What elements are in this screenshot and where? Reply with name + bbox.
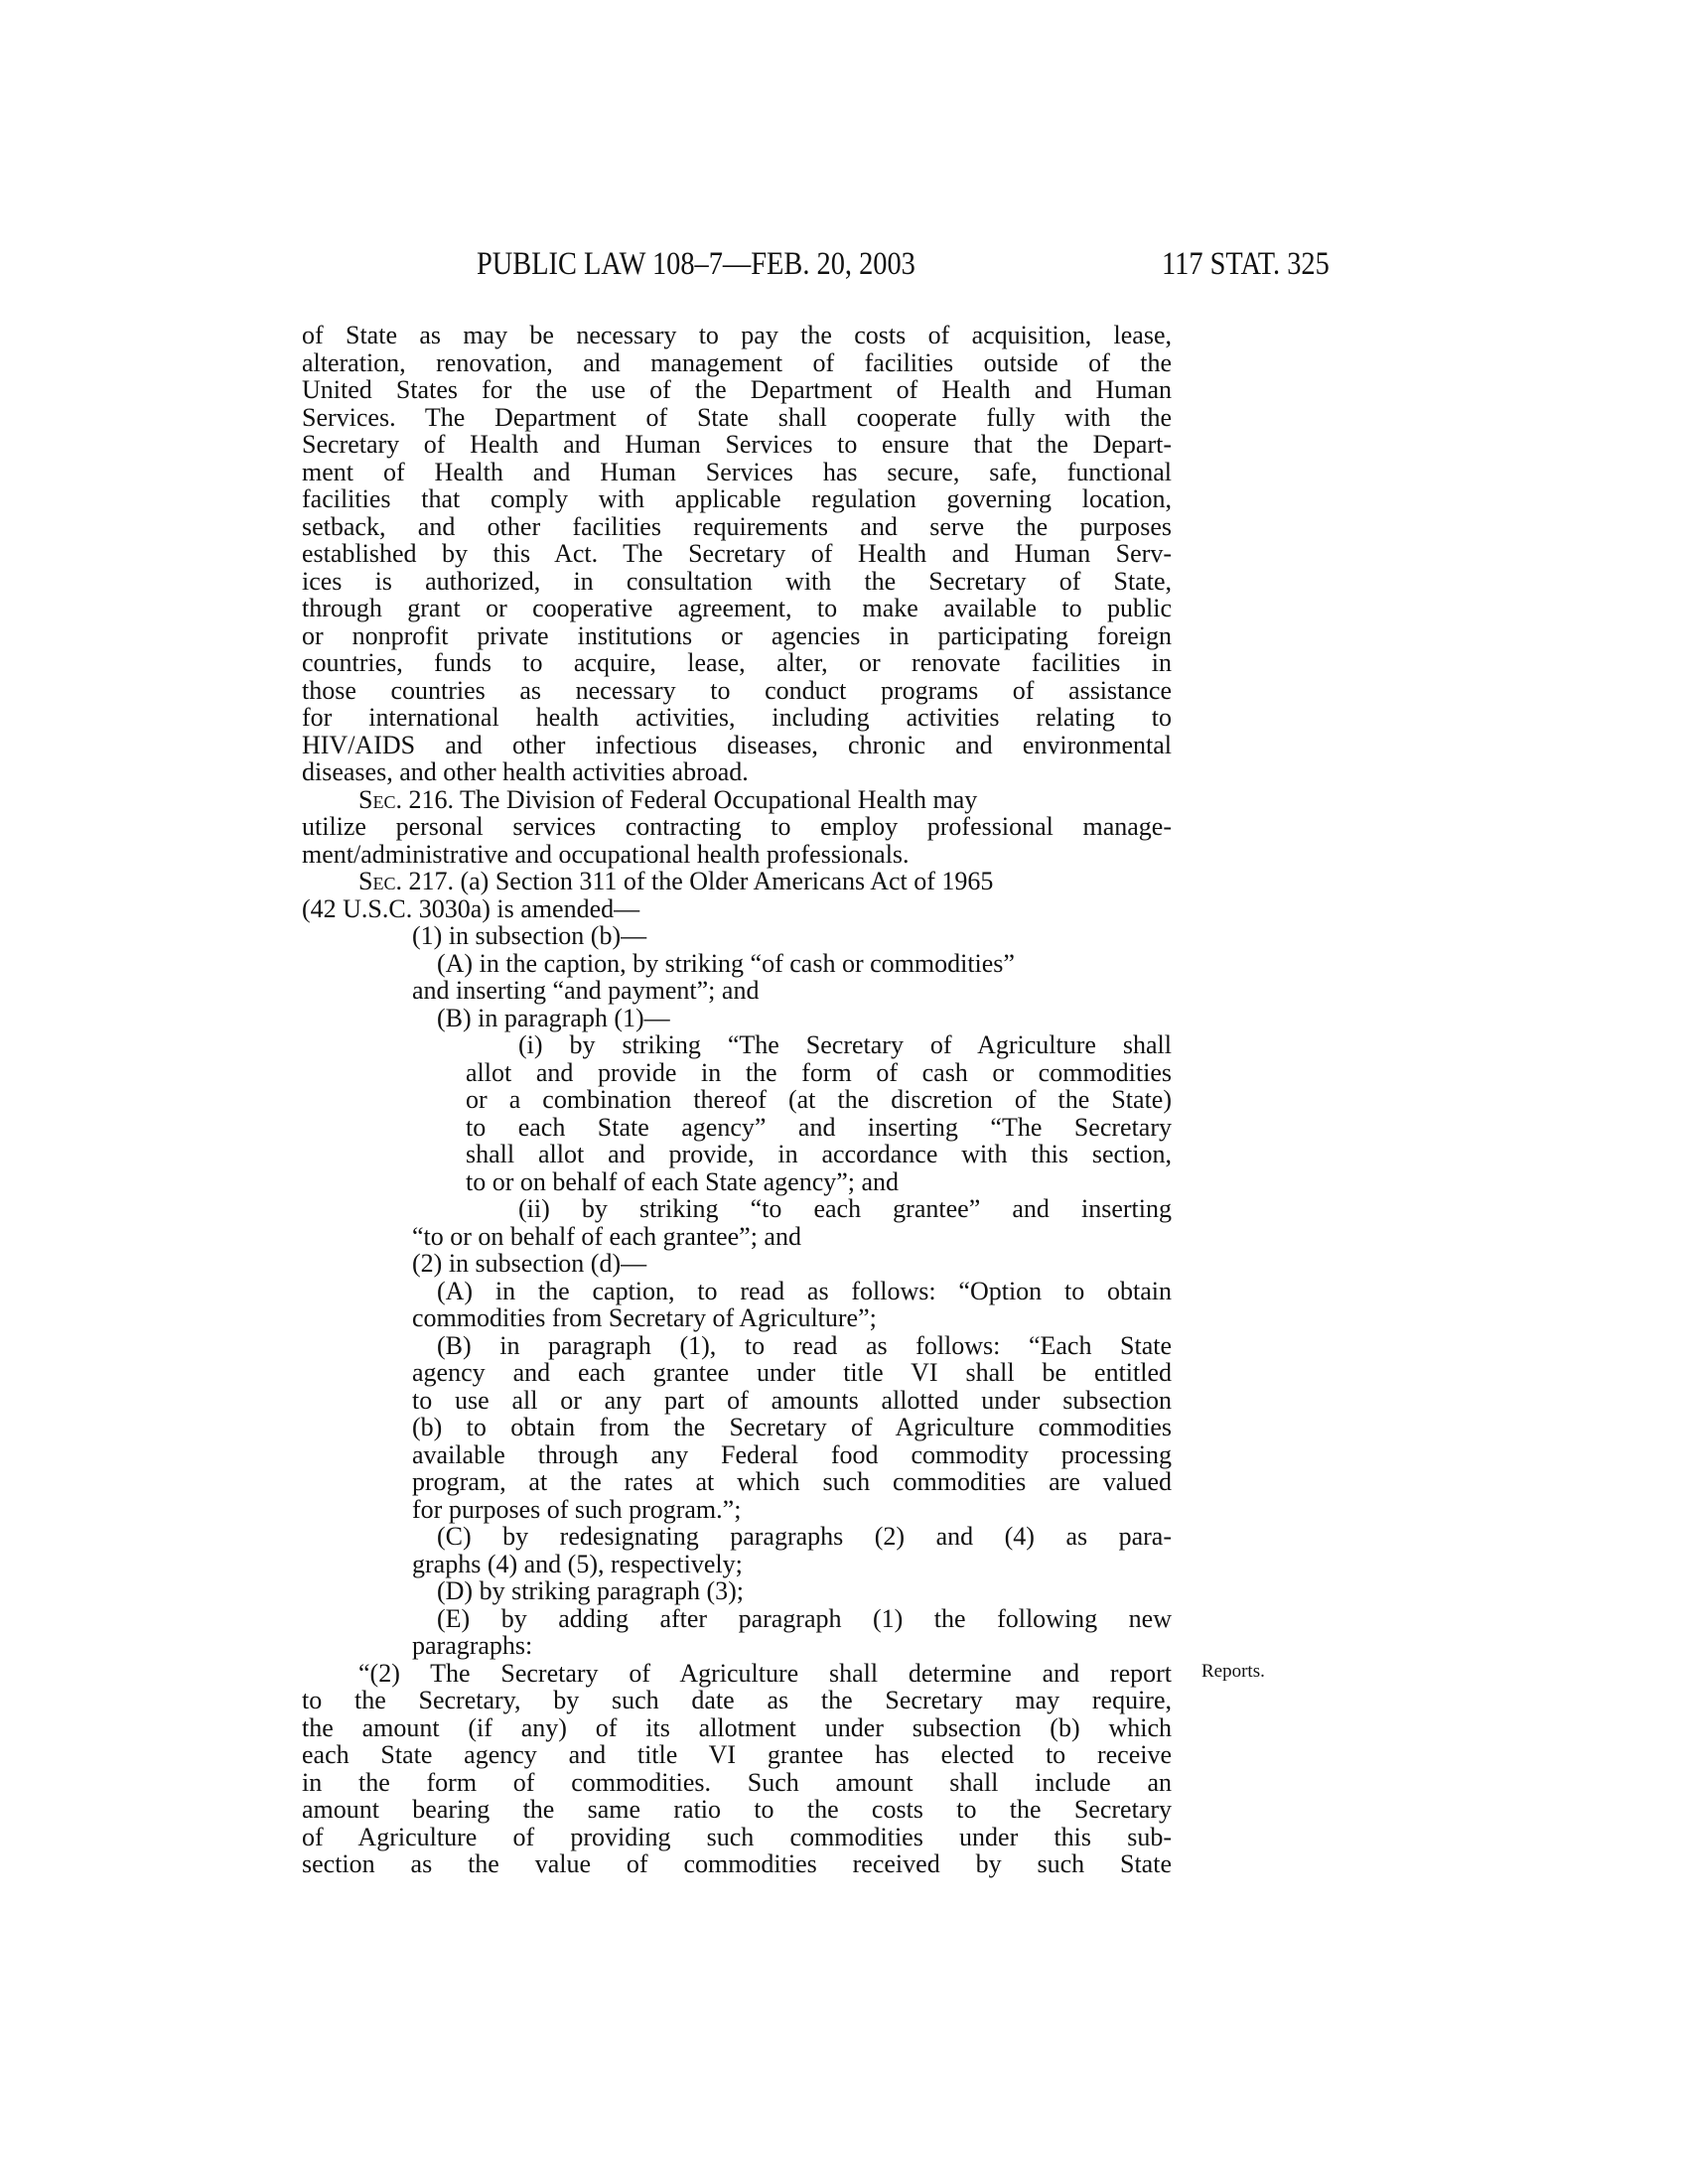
text-line: (A) in the caption, to read as follows: “Option to obtain — [437, 1276, 1172, 1305]
text-line: graphs (4) and (5), respectively; — [412, 1549, 743, 1578]
margin-note-reports: Reports. — [1201, 1661, 1265, 1682]
text-line: 216. The Division of Federal Occupational Health may — [408, 784, 978, 814]
text-line: of State as may be necessary to pay the costs of acquisition, lease, — [302, 321, 1172, 349]
text-line: (42 U.S.C. 3030a) is amended— — [302, 893, 640, 923]
text-line: available through any Federal food commodity processing — [412, 1439, 1172, 1469]
text-line: ment/administrative and occupational health professionals. — [302, 839, 910, 869]
text-line: or nonprofit private institutions or agencies in participating foreign — [302, 620, 1172, 650]
text-line: ices is authorized, in consultation with the Secretary of State, — [302, 566, 1172, 596]
text-line: (B) in paragraph (1)— — [437, 1003, 670, 1032]
text-line: for purposes of such program.”; — [412, 1494, 742, 1524]
text-line: United States for the use of the Department of Health and Human — [302, 375, 1172, 404]
text-line: program, at the rates at which such commodities are valued — [412, 1467, 1172, 1496]
text-line: (E) by adding after paragraph (1) the following new — [437, 1603, 1172, 1633]
text-line: “to or on behalf of each grantee”; and — [412, 1221, 801, 1251]
text-line: (B) in paragraph (1), to read as follows: “Each State — [437, 1330, 1172, 1360]
text-line: each State agency and title VI grantee has elected to receive — [302, 1740, 1172, 1769]
text-line: to the Secretary, by such date as the Secretary may require, — [302, 1686, 1172, 1714]
text-line: to each State agency” and inserting “The Secretary — [466, 1112, 1172, 1142]
text-line: countries, funds to acquire, lease, alter, or renovate facilities in — [302, 648, 1172, 677]
text-line: those countries as necessary to conduct programs of assistance — [302, 675, 1172, 705]
text-line: HIV/AIDS and other infectious diseases, chronic and environmental — [302, 730, 1172, 759]
text-line: and inserting “and payment”; and — [412, 976, 760, 1005]
text-line: utilize personal services contracting to employ professional manage- — [302, 812, 1172, 841]
running-header-title: PUBLIC LAW 108–7—FEB. 20, 2003 — [477, 246, 915, 282]
text-line: established by this Act. The Secretary of Health and Human Serv- — [302, 539, 1172, 568]
text-line: alteration, renovation, and management of facilities outside of the — [302, 347, 1172, 377]
text-line: in the form of commodities. Such amount shall include an — [302, 1767, 1172, 1797]
text-line: the amount (if any) of its allotment under subsection (b) which — [302, 1712, 1172, 1742]
text-line: section as the value of commodities received by such State — [302, 1849, 1172, 1878]
document-body — [302, 322, 1172, 1878]
text-line: shall allot and provide, in accordance with this section, — [466, 1140, 1172, 1168]
text-line: commodities from Secretary of Agriculture”; — [412, 1303, 877, 1332]
text-line: (1) in subsection (b)— — [412, 921, 647, 950]
text-line: ment of Health and Human Services has secure, safe, functional — [302, 457, 1172, 486]
text-line: (D) by striking paragraph (3); — [437, 1576, 745, 1605]
text-line: 217. (a) Section 311 of the Older Americans Act of 1965 — [408, 867, 994, 895]
text-line: (A) in the caption, by striking “of cash or commodities” — [437, 948, 1015, 978]
text-line: diseases, and other health activities abroad. — [302, 757, 749, 786]
sec-label: Sec. — [358, 784, 402, 814]
text-line: (ii) by striking “to each grantee” and inserting — [518, 1194, 1172, 1223]
text-line: amount bearing the same ratio to the costs to the Secretary — [302, 1795, 1172, 1824]
section-216-line — [302, 786, 1172, 814]
text-line: Secretary of Health and Human Services to ensure that the Depart- — [302, 430, 1172, 459]
text-line: (2) in subsection (d)— — [412, 1249, 647, 1278]
text-line: or a combination thereof (at the discretion of the State) — [466, 1085, 1172, 1114]
text-line: allot and provide in the form of cash or commodities — [466, 1057, 1172, 1087]
section-217-line — [302, 868, 1172, 895]
text-line: paragraphs: — [412, 1631, 533, 1660]
text-line: of Agriculture of providing such commodities under this sub- — [302, 1822, 1172, 1851]
text-line: to use all or any part of amounts allotted under subsection — [412, 1385, 1172, 1415]
text-line: (b) to obtain from the Secretary of Agriculture commodities — [412, 1413, 1172, 1441]
text-line: Services. The Department of State shall cooperate fully with the — [302, 402, 1172, 432]
text-line: facilities that comply with applicable regulation governing location, — [302, 484, 1172, 513]
text-line: through grant or cooperative agreement, to make available to public — [302, 594, 1172, 622]
sec-label: Sec. — [358, 867, 402, 895]
text-line: to or on behalf of each State agency”; and — [466, 1166, 900, 1196]
page-number: 117 STAT. 325 — [1162, 246, 1330, 282]
text-line: “(2) The Secretary of Agriculture shall determine and report — [358, 1658, 1172, 1688]
text-line: setback, and other facilities requirements and serve the purposes — [302, 511, 1172, 541]
text-line: for international health activities, including activities relating to — [302, 703, 1172, 732]
text-line: (C) by redesignating paragraphs (2) and (4) as para- — [437, 1522, 1172, 1551]
text-line: agency and each grantee under title VI shall be entitled — [412, 1358, 1172, 1387]
text-line: (i) by striking “The Secretary of Agriculture shall — [518, 1030, 1172, 1059]
